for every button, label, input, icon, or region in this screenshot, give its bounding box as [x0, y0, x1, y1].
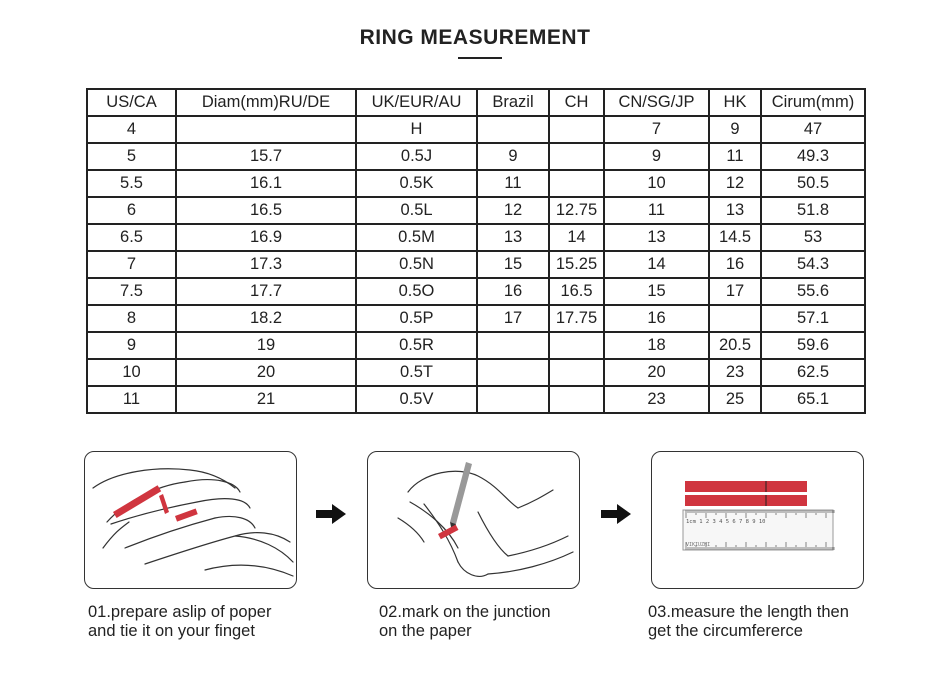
table-cell: 14.5: [709, 224, 761, 251]
table-cell: 16.9: [176, 224, 356, 251]
table-cell: 0.5J: [356, 143, 477, 170]
table-cell: 10: [604, 170, 709, 197]
table-cell: 51.8: [761, 197, 865, 224]
table-cell: 55.6: [761, 278, 865, 305]
table-cell: 9: [477, 143, 549, 170]
table-cell: 12: [477, 197, 549, 224]
column-header: Cirum(mm): [761, 89, 865, 116]
hand-with-paper-strip-icon: [85, 452, 296, 588]
column-header: Diam(mm)RU/DE: [176, 89, 356, 116]
table-cell: 14: [604, 251, 709, 278]
table-cell: [549, 386, 604, 413]
table-cell: 16: [604, 305, 709, 332]
paper-strip-on-ruler-icon: [652, 452, 863, 588]
table-cell: 47: [761, 116, 865, 143]
title-underline: [458, 57, 502, 59]
table-cell: 7: [87, 251, 176, 278]
column-header: UK/EUR/AU: [356, 89, 477, 116]
table-cell: 16.5: [176, 197, 356, 224]
column-header: Brazil: [477, 89, 549, 116]
step-2-line-1: 02.mark on the junction: [379, 603, 551, 621]
table-cell: [477, 332, 549, 359]
step-2-panel: [367, 451, 580, 589]
column-header: HK: [709, 89, 761, 116]
table-cell: 20: [604, 359, 709, 386]
table-cell: 16.1: [176, 170, 356, 197]
table-cell: 0.5L: [356, 197, 477, 224]
step-1-line-1: 01.prepare aslip of poper: [88, 603, 272, 621]
table-cell: 0.5V: [356, 386, 477, 413]
table-cell: 0.5K: [356, 170, 477, 197]
table-cell: 18.2: [176, 305, 356, 332]
table-cell: 57.1: [761, 305, 865, 332]
table-cell: 11: [604, 197, 709, 224]
table-cell: 15.7: [176, 143, 356, 170]
table-cell: [549, 359, 604, 386]
table-cell: 25: [709, 386, 761, 413]
step-1-panel: [84, 451, 297, 589]
table-cell: 17.3: [176, 251, 356, 278]
page-title: RING MEASUREMENT: [359, 26, 591, 49]
step-3-caption: [648, 603, 849, 641]
column-header: CN/SG/JP: [604, 89, 709, 116]
table-cell: 17: [477, 305, 549, 332]
table-cell: 14: [549, 224, 604, 251]
ring-size-table: [86, 88, 866, 414]
table-cell: [549, 170, 604, 197]
table-cell: 6.5: [87, 224, 176, 251]
table-cell: 13: [604, 224, 709, 251]
step-3-line-1: 03.measure the length then: [648, 603, 849, 621]
table-cell: 20.5: [709, 332, 761, 359]
table-cell: 17.7: [176, 278, 356, 305]
table-cell: 16: [477, 278, 549, 305]
step-3-line-2: get the circumfererce: [648, 622, 803, 640]
table-cell: 5.5: [87, 170, 176, 197]
table-cell: 5: [87, 143, 176, 170]
table-cell: 0.5N: [356, 251, 477, 278]
table-cell: 0.5M: [356, 224, 477, 251]
table-cell: 11: [477, 170, 549, 197]
table-cell: 0.5O: [356, 278, 477, 305]
table-cell: 18: [604, 332, 709, 359]
table-cell: H: [356, 116, 477, 143]
table-cell: 0.5T: [356, 359, 477, 386]
table-row: [87, 332, 865, 359]
ruler-scale-label: 1cm 1 2 3 4 5 6 7 8 9 10: [686, 519, 766, 525]
table-cell: [477, 116, 549, 143]
table-row: [87, 170, 865, 197]
table-cell: 13: [709, 197, 761, 224]
table-cell: 16.5: [549, 278, 604, 305]
step-1-line-2: and tie it on your finget: [88, 622, 255, 640]
table-cell: 53: [761, 224, 865, 251]
table-cell: 0.5P: [356, 305, 477, 332]
table-cell: [709, 305, 761, 332]
table-cell: 10: [87, 359, 176, 386]
table-row: [87, 224, 865, 251]
ruler-brand-label: VIKIUZHI: [686, 542, 711, 548]
table-row: [87, 143, 865, 170]
table-cell: 17: [709, 278, 761, 305]
table-cell: 12: [709, 170, 761, 197]
table-cell: [176, 116, 356, 143]
table-header-row: [87, 89, 865, 116]
table-cell: 17.75: [549, 305, 604, 332]
table-cell: 9: [87, 332, 176, 359]
table-cell: 23: [709, 359, 761, 386]
table-cell: 4: [87, 116, 176, 143]
table-cell: 9: [604, 143, 709, 170]
table-cell: 65.1: [761, 386, 865, 413]
table-cell: [477, 386, 549, 413]
table-row: [87, 278, 865, 305]
table-cell: 9: [709, 116, 761, 143]
step-2-line-2: on the paper: [379, 622, 472, 640]
table-cell: [549, 143, 604, 170]
table-cell: 16: [709, 251, 761, 278]
table-cell: 15: [604, 278, 709, 305]
table-cell: 15.25: [549, 251, 604, 278]
column-header: US/CA: [87, 89, 176, 116]
table-cell: 49.3: [761, 143, 865, 170]
table-cell: 7.5: [87, 278, 176, 305]
table-cell: 8: [87, 305, 176, 332]
step-2-caption: [379, 603, 551, 641]
table-cell: 62.5: [761, 359, 865, 386]
table-cell: [477, 359, 549, 386]
hand-marking-pen-icon: [368, 452, 579, 588]
table-cell: 6: [87, 197, 176, 224]
table-cell: 54.3: [761, 251, 865, 278]
table-row: [87, 251, 865, 278]
table-cell: 11: [709, 143, 761, 170]
table-cell: 20: [176, 359, 356, 386]
table-row: [87, 197, 865, 224]
table-row: [87, 116, 865, 143]
table-row: [87, 386, 865, 413]
table-cell: 21: [176, 386, 356, 413]
table-cell: [549, 332, 604, 359]
table-cell: [549, 116, 604, 143]
table-cell: 23: [604, 386, 709, 413]
table-cell: 0.5R: [356, 332, 477, 359]
table-row: [87, 359, 865, 386]
table-cell: 59.6: [761, 332, 865, 359]
table-cell: 50.5: [761, 170, 865, 197]
table-cell: 12.75: [549, 197, 604, 224]
table-cell: 7: [604, 116, 709, 143]
table-cell: 15: [477, 251, 549, 278]
column-header: CH: [549, 89, 604, 116]
table-cell: 11: [87, 386, 176, 413]
table-row: [87, 305, 865, 332]
step-1-caption: [88, 603, 271, 641]
table-cell: 19: [176, 332, 356, 359]
right-arrow-icon: [316, 504, 346, 524]
right-arrow-icon: [601, 504, 631, 524]
table-cell: 13: [477, 224, 549, 251]
step-3-panel: [651, 451, 864, 589]
